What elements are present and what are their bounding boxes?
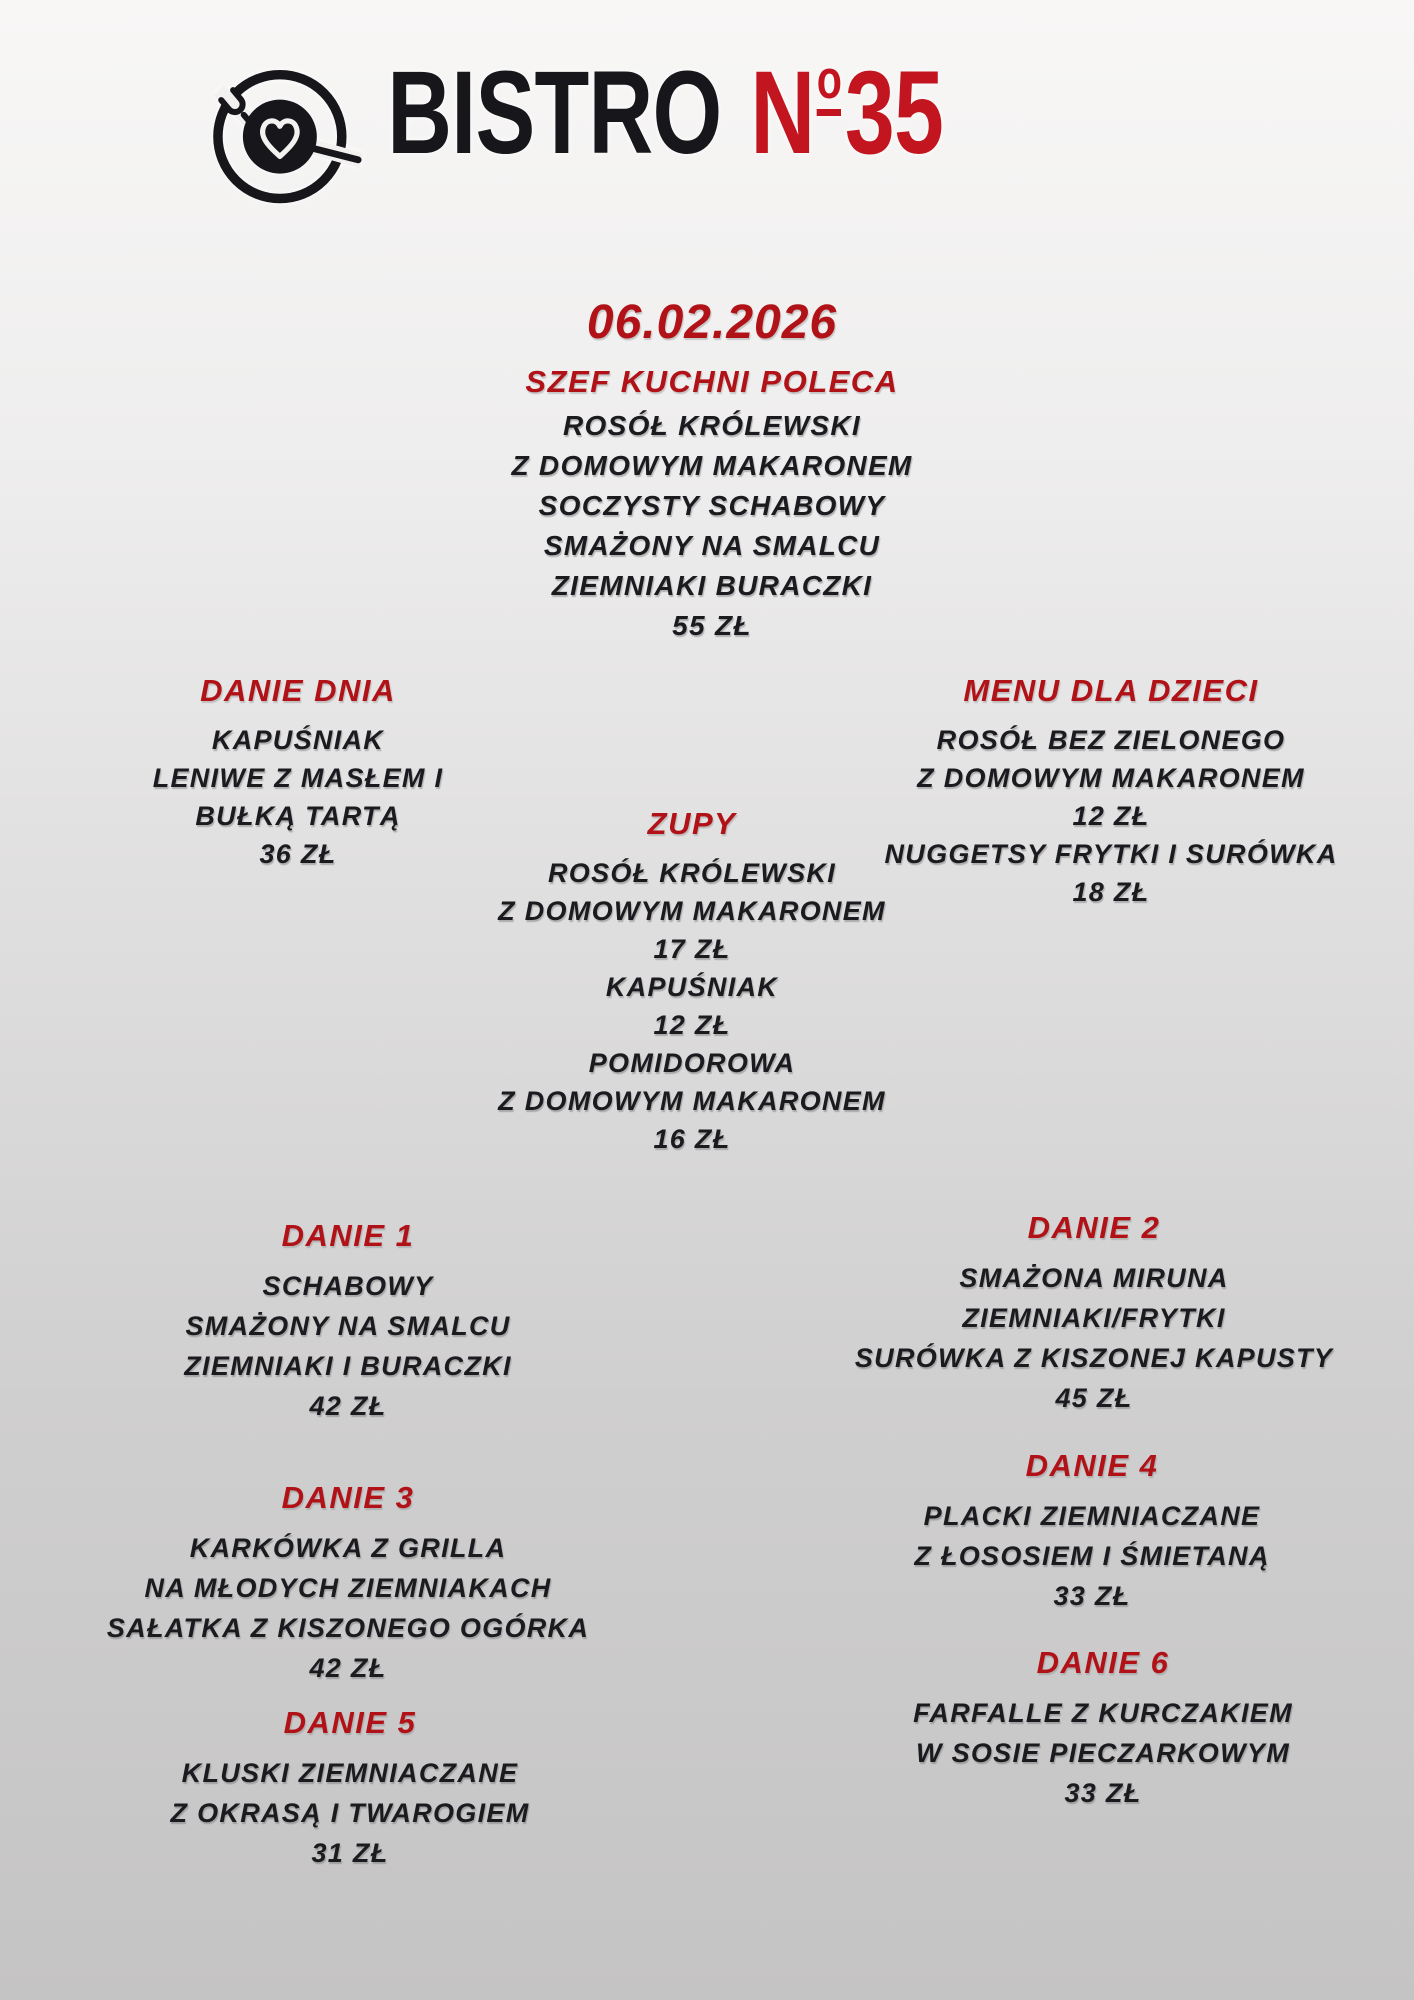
section-title: DANIE DNIA <box>200 673 396 708</box>
menu-line: Z DOMOWYM MAKARONEM <box>498 1086 886 1116</box>
menu-line: FARFALLE Z KURCZAKIEM <box>913 1698 1293 1728</box>
brand-no-n: N <box>750 47 815 179</box>
section-title: DANIE 6 <box>1036 1645 1170 1680</box>
price-line: 33 ZŁ <box>1064 1778 1142 1808</box>
price-line: 18 ZŁ <box>1072 877 1150 907</box>
menu-line: POMIDOROWA <box>588 1048 796 1078</box>
section-danie-2 <box>855 1210 1333 1418</box>
menu-line: SOCZYSTY SCHABOWY <box>538 490 886 521</box>
menu-line: W SOSIE PIECZARKOWYM <box>915 1738 1290 1768</box>
menu-line: SMAŻONY NA SMALCU <box>543 530 881 561</box>
section-danie-6 <box>913 1645 1293 1813</box>
menu-line: ZIEMNIAKI BURACZKI <box>551 570 873 601</box>
section-chef-special <box>511 296 912 646</box>
menu-line: NA MŁODYCH ZIEMNIAKACH <box>144 1573 552 1603</box>
price-line: 55 ZŁ <box>672 610 752 641</box>
menu-line: Z ŁOSOSIEM I ŚMIETANĄ <box>914 1541 1270 1571</box>
price-line: 33 ZŁ <box>1053 1581 1131 1611</box>
menu-line: PLACKI ZIEMNIACZANE <box>923 1501 1261 1531</box>
menu-date: 06.02.2026 <box>586 296 838 349</box>
menu-line: SMAŻONA MIRUNA <box>959 1263 1229 1293</box>
menu-line: KARKÓWKA Z GRILLA <box>189 1533 507 1563</box>
section-danie-4 <box>914 1448 1269 1616</box>
price-line: 42 ZŁ <box>309 1391 387 1421</box>
menu-line: ZIEMNIAKI I BURACZKI <box>184 1351 512 1381</box>
section-title: DANIE 1 <box>281 1218 415 1253</box>
menu-line: ROSÓŁ KRÓLEWSKI <box>547 858 836 888</box>
price-line: 42 ZŁ <box>309 1653 387 1683</box>
brand-no-digits: 35 <box>844 47 944 179</box>
price-line: 17 ZŁ <box>653 934 731 964</box>
menu-line: Z DOMOWYM MAKARONEM <box>498 896 886 926</box>
menu-line: KLUSKI ZIEMNIACZANE <box>181 1758 519 1788</box>
section-title: DANIE 5 <box>283 1705 417 1740</box>
section-title: DANIE 2 <box>1027 1210 1161 1245</box>
menu-line: Z DOMOWYM MAKARONEM <box>917 763 1305 793</box>
logo <box>191 48 1118 214</box>
brand-name: BISTRO <box>387 47 722 179</box>
section-title: DANIE 4 <box>1025 1448 1159 1483</box>
menu-line: KAPUŚNIAK <box>211 725 385 755</box>
menu-line: SURÓWKA Z KISZONEJ KAPUSTY <box>854 1343 1334 1373</box>
menu-line: Z DOMOWYM MAKARONEM <box>511 450 913 481</box>
price-line: 36 ZŁ <box>259 839 337 869</box>
menu-line: ROSÓŁ BEZ ZIELONEGO <box>936 725 1286 755</box>
brand-number <box>750 48 943 178</box>
menu-line: SCHABOWY <box>262 1271 434 1301</box>
section-title: SZEF KUCHNI POLECA <box>525 364 899 399</box>
price-line: 16 ZŁ <box>653 1124 731 1154</box>
menu-line: SMAŻONY NA SMALCU <box>185 1311 511 1341</box>
section-danie-3 <box>107 1480 589 1688</box>
menu-line: LENIWE Z MASŁEM I <box>152 763 444 793</box>
section-title: ZUPY <box>647 806 737 841</box>
menu-line: ZIEMNIAKI/FRYTKI <box>962 1303 1226 1333</box>
section-danie-dnia <box>153 673 444 873</box>
brand-wordmark <box>387 48 943 178</box>
menu-line: BUŁKĄ TARTĄ <box>195 801 401 831</box>
price-line: 31 ZŁ <box>311 1838 389 1868</box>
section-danie-5 <box>171 1705 530 1873</box>
brand-no-o: o <box>817 53 841 116</box>
section-title: DANIE 3 <box>281 1480 415 1515</box>
menu-line: SAŁATKA Z KISZONEGO OGÓRKA <box>106 1613 590 1643</box>
plate-heart-fork-icon <box>191 42 363 214</box>
menu-line: KAPUŚNIAK <box>605 972 779 1002</box>
menu-line: Z OKRASĄ I TWAROGIEM <box>170 1798 530 1828</box>
price-line: 12 ZŁ <box>653 1010 731 1040</box>
section-title: MENU DLA DZIECI <box>963 673 1259 708</box>
price-line: 45 ZŁ <box>1055 1383 1133 1413</box>
section-zupy <box>498 806 886 1158</box>
price-line: 12 ZŁ <box>1072 801 1150 831</box>
menu-line: ROSÓŁ KRÓLEWSKI <box>563 410 861 441</box>
menu-line: NUGGETSY FRYTKI I SURÓWKA <box>884 839 1338 869</box>
section-danie-1 <box>184 1218 511 1426</box>
section-menu-dla-dzieci <box>884 673 1337 911</box>
